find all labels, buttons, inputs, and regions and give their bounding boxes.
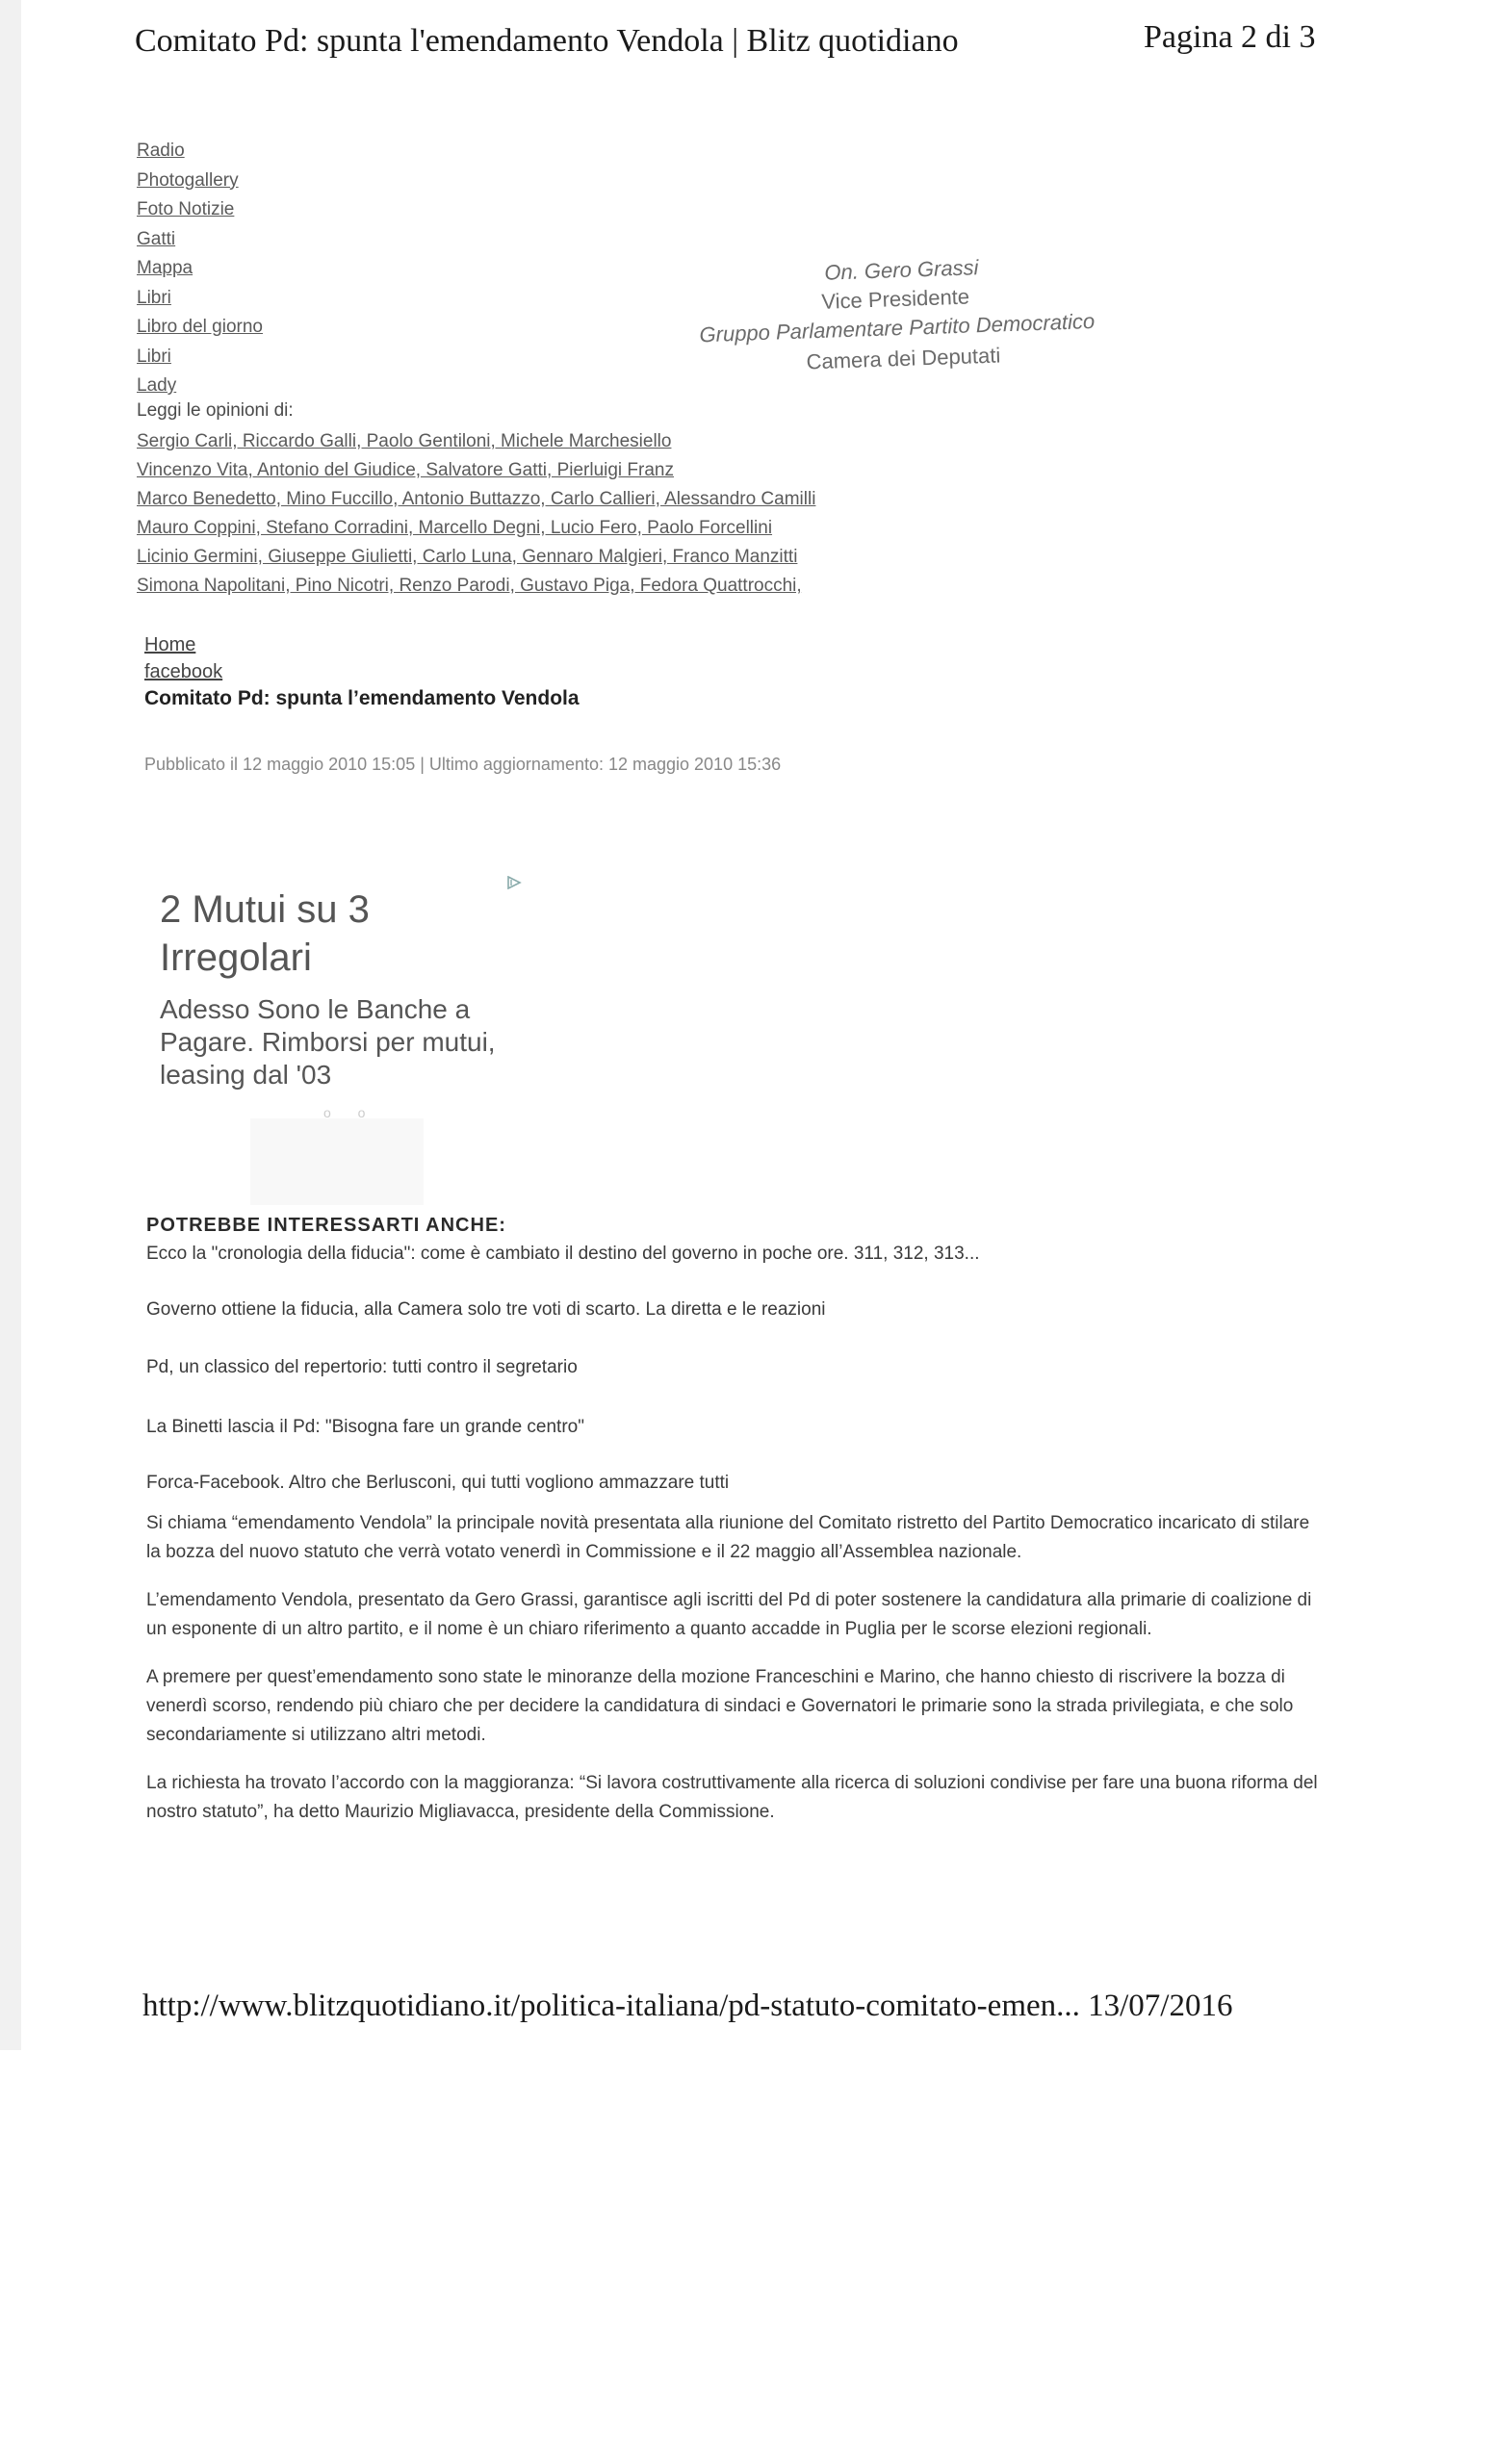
stamp-chamber: Camera dei Deputati [806,343,1001,374]
print-footer-url: http://www.blitzquotidiano.it/politica-italiana/pd-statuto-comitato-emen... 13/07/2016 [142,1989,1233,2023]
home-link[interactable]: Home [144,634,196,655]
ad-image-placeholder [250,1118,424,1205]
publication-date: Pubblicato il 12 maggio 2010 15:05 | Ultimo aggiornamento: 12 maggio 2010 15:36 [144,755,782,774]
body-paragraph: L’emendamento Vendola, presentato da Gero Grassi, garantisce agli iscritti del Pd di poter sostenere la candidatura alla primarie di coalizione di un esponente di un altro partito, e il nome è un chiaro riferimento a quanto accadde in Puglia per le scorse elezioni regionali. [146,1590,1312,1639]
opinion-authors-row[interactable]: Mauro Coppini, Stefano Corradini, Marcello Degni, Lucio Fero, Paolo Forcellini [137,518,773,538]
nav-link-foto-notizie[interactable]: Foto Notizie [137,199,235,219]
body-paragraph: Si chiama “emendamento Vendola” la principale novità presentata alla riunione del Comitato ristretto del Partito Democratico incaricato di stilare la bozza del nuovo statuto che verrà votato venerdì in Commissione e il 22 maggio all’Assemblea nazionale. [146,1513,1310,1562]
article-title: Comitato Pd: spunta l’emendamento Vendola [144,687,580,709]
opinions-label: Leggi le opinioni di: [137,400,294,421]
nav-link-libri-2[interactable]: Libri [137,346,171,367]
body-paragraph: La richiesta ha trovato l’accordo con la maggioranza: “Si lavora costruttivamente alla ricerca di soluzioni condivise per fare una buona riforma del nostro statuto”, ha detto Maurizio Migliavacca, presidente della Commissione. [146,1773,1318,1822]
advertisement[interactable] [144,864,549,1220]
nav-link-mappa[interactable]: Mappa [137,258,193,278]
breadcrumb [144,631,222,685]
site-nav-links [137,137,263,401]
nav-link-libri[interactable]: Libri [137,287,171,308]
stamp-name: On. Gero Grassi [823,255,979,285]
nav-link-lady[interactable]: Lady [137,375,177,396]
deputy-stamp [697,247,1105,387]
related-item[interactable]: Governo ottiene la fiducia, alla Camera solo tre voti di scarto. La diretta e le reazioni [146,1299,826,1320]
opinion-authors-row[interactable]: Sergio Carli, Riccardo Galli, Paolo Gentiloni, Michele Marchesiello [137,431,672,451]
ad-choices-icon[interactable] [506,876,522,889]
nav-link-radio[interactable]: Radio [137,141,185,161]
opinion-authors-row[interactable]: Simona Napolitani, Pino Nicotri, Renzo Parodi, Gustavo Piga, Fedora Quattrocchi, [137,576,802,596]
nav-link-gatti[interactable]: Gatti [137,228,176,249]
article-body [146,1509,1321,1846]
related-item[interactable]: Pd, un classico del repertorio: tutti contro il segretario [146,1357,578,1377]
stamp-role: Vice Presidente [820,284,970,314]
nav-link-libro-del-giorno[interactable]: Libro del giorno [137,317,263,337]
stamp-group: Gruppo Parlamentare Partito Democratico [699,308,1096,347]
print-header-title: Comitato Pd: spunta l'emendamento Vendola | Blitz quotidiano [135,23,959,59]
ad-text: Adesso Sono le Banche a Pagare. Rimborsi per mutui, leasing dal '03 [160,994,496,1090]
facebook-link[interactable]: facebook [144,661,223,682]
related-item[interactable]: Forca-Facebook. Altro che Berlusconi, qui tutti vogliono ammazzare tutti [146,1473,730,1493]
opinion-authors-row[interactable]: Vincenzo Vita, Antonio del Giudice, Salvatore Gatti, Pierluigi Franz [137,460,674,480]
related-item[interactable]: La Binetti lascia il Pd: "Bisogna fare un grande centro" [146,1417,584,1437]
opinion-authors-row[interactable]: Marco Benedetto, Mino Fuccillo, Antonio Buttazzo, Carlo Callieri, Alessandro Camilli [137,489,816,509]
related-heading: POTREBBE INTERESSARTI ANCHE: [146,1215,506,1236]
ad-pagination-dots: o o [323,1105,377,1120]
opinion-authors-row[interactable]: Licinio Germini, Giuseppe Giulietti, Carlo Luna, Gennaro Malgieri, Franco Manzitti [137,547,798,567]
scan-edge [0,0,21,2050]
print-page-number: Pagina 2 di 3 [1144,19,1316,55]
opinions-list [137,427,815,601]
body-paragraph: A premere per quest’emendamento sono state le minoranze della mozione Franceschini e Marino, che hanno chiesto di riscrivere la bozza di venerdì scorso, rendendo più chiaro che per decidere la candidatura di sindaci e Governatori le primarie sono la strada privilegiata, e che solo secondariamente si utilizzano altri metodi. [146,1667,1294,1745]
ad-title[interactable]: 2 Mutui su 3 Irregolari [160,888,370,979]
nav-link-photogallery[interactable]: Photogallery [137,169,239,191]
related-item[interactable]: Ecco la "cronologia della fiducia": come è cambiato il destino del governo in poche ore. 311, 312, 313... [146,1244,980,1264]
